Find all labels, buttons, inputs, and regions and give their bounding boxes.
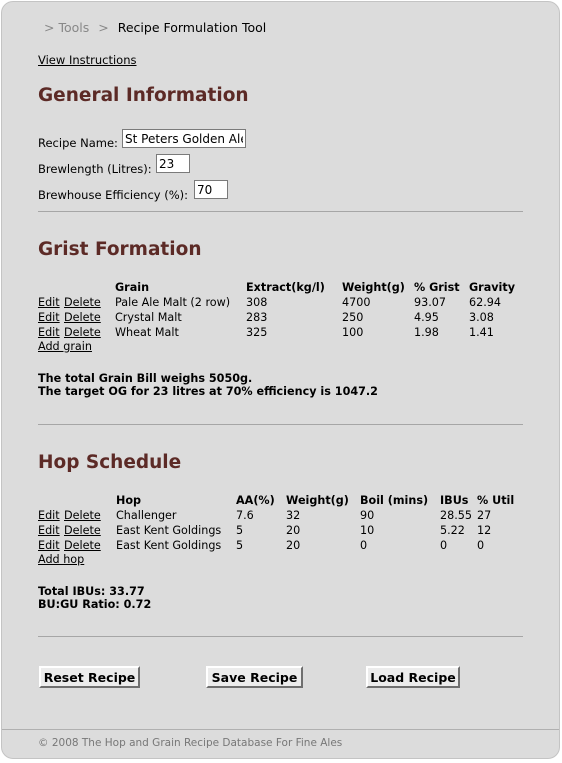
hop-delete-link[interactable]: Delete: [64, 509, 101, 522]
hop-header-weight: Weight(g): [286, 494, 349, 507]
grain-delete-link[interactable]: Delete: [64, 326, 101, 339]
brewlength-input[interactable]: [156, 154, 190, 173]
hop-name: East Kent Goldings: [116, 524, 222, 537]
grain-weight: 100: [342, 326, 364, 339]
grain-name: Pale Ale Malt (2 row): [115, 296, 231, 309]
view-instructions-link[interactable]: View Instructions: [38, 53, 137, 67]
hop-delete-link[interactable]: Delete: [64, 539, 101, 552]
grain-delete-link[interactable]: Delete: [64, 296, 101, 309]
grain-gravity: 1.41: [469, 326, 494, 339]
grain-gravity: 3.08: [469, 311, 494, 324]
load-recipe-button[interactable]: Load Recipe: [366, 666, 460, 688]
hop-name: Challenger: [116, 509, 177, 522]
grain-weight: 250: [342, 311, 364, 324]
grain-edit-link[interactable]: Edit: [38, 326, 60, 339]
grain-extract: 325: [246, 326, 268, 339]
hop-util: 12: [477, 524, 492, 537]
grain-name: Crystal Malt: [115, 311, 182, 324]
hop-aa: 5: [236, 539, 244, 552]
hop-header-aa: AA(%): [236, 494, 275, 507]
grain-gravity: 62.94: [469, 296, 502, 309]
grain-edit-link[interactable]: Edit: [38, 311, 60, 324]
hop-header-util: % Util: [477, 494, 515, 507]
grain-name: Wheat Malt: [115, 326, 179, 339]
hop-weight: 20: [286, 524, 301, 537]
footer-copyright: © 2008 The Hop and Grain Recipe Database For Fine Ales: [38, 737, 343, 749]
add-hop-link[interactable]: Add hop: [38, 553, 85, 566]
general-information-heading: General Information: [38, 85, 249, 106]
breadcrumb: [44, 20, 266, 35]
grain-delete-link[interactable]: Delete: [64, 311, 101, 324]
section-divider: [38, 211, 523, 212]
grain-percent: 93.07: [414, 296, 447, 309]
footer-divider: [2, 729, 560, 730]
target-og-summary: The target OG for 23 litres at 70% efficiency is 1047.2: [38, 385, 378, 398]
grain-percent: 4.95: [414, 311, 439, 324]
save-recipe-button[interactable]: Save Recipe: [206, 666, 303, 688]
grain-weight: 4700: [342, 296, 371, 309]
bugu-ratio-summary: BU:GU Ratio: 0.72: [38, 598, 152, 611]
efficiency-input[interactable]: [194, 180, 228, 199]
hop-util: 27: [477, 509, 492, 522]
grain-bill-summary: The total Grain Bill weighs 5050g.: [38, 372, 253, 385]
section-divider: [38, 424, 523, 425]
reset-recipe-button[interactable]: Reset Recipe: [39, 666, 140, 688]
section-divider: [38, 636, 523, 637]
grist-header-grain: Grain: [115, 281, 150, 294]
hop-ibus: 28.55: [440, 509, 473, 522]
hop-boil: 90: [360, 509, 375, 522]
hop-util: 0: [477, 539, 485, 552]
grain-extract: 308: [246, 296, 268, 309]
breadcrumb-tools-link[interactable]: Tools: [58, 20, 90, 35]
hop-header-boil: Boil (mins): [360, 494, 429, 507]
grain-percent: 1.98: [414, 326, 439, 339]
hop-weight: 32: [286, 509, 301, 522]
hop-weight: 20: [286, 539, 301, 552]
add-grain-link[interactable]: Add grain: [38, 340, 92, 353]
grist-header-gravity: Gravity: [469, 281, 516, 294]
hop-edit-link[interactable]: Edit: [38, 524, 60, 537]
breadcrumb-separator: >: [98, 20, 109, 35]
grist-header-extract: Extract(kg/l): [246, 281, 325, 294]
hop-schedule-heading: Hop Schedule: [38, 452, 182, 473]
page-panel: [1, 1, 560, 759]
hop-header-ibus: IBUs: [440, 494, 469, 507]
grain-edit-link[interactable]: Edit: [38, 296, 60, 309]
hop-aa: 7.6: [236, 509, 254, 522]
hop-delete-link[interactable]: Delete: [64, 524, 101, 537]
hop-ibus: 0: [440, 539, 448, 552]
breadcrumb-separator: >: [44, 20, 55, 35]
hop-name: East Kent Goldings: [116, 539, 222, 552]
hop-boil: 0: [360, 539, 368, 552]
recipe-name-label: Recipe Name:: [38, 136, 118, 150]
recipe-name-input[interactable]: [122, 129, 246, 148]
hop-header-hop: Hop: [116, 494, 142, 507]
hop-ibus: 5.22: [440, 524, 465, 537]
breadcrumb-current: Recipe Formulation Tool: [117, 20, 267, 35]
total-ibus-summary: Total IBUs: 33.77: [38, 585, 145, 598]
grain-extract: 283: [246, 311, 268, 324]
hop-edit-link[interactable]: Edit: [38, 509, 60, 522]
grist-formation-heading: Grist Formation: [38, 239, 202, 260]
grist-header-weight: Weight(g): [342, 281, 405, 294]
grist-header-percent: % Grist: [414, 281, 460, 294]
hop-edit-link[interactable]: Edit: [38, 539, 60, 552]
brewlength-label: Brewlength (Litres):: [38, 162, 152, 176]
efficiency-label: Brewhouse Efficiency (%):: [38, 188, 189, 202]
hop-boil: 10: [360, 524, 375, 537]
hop-aa: 5: [236, 524, 244, 537]
